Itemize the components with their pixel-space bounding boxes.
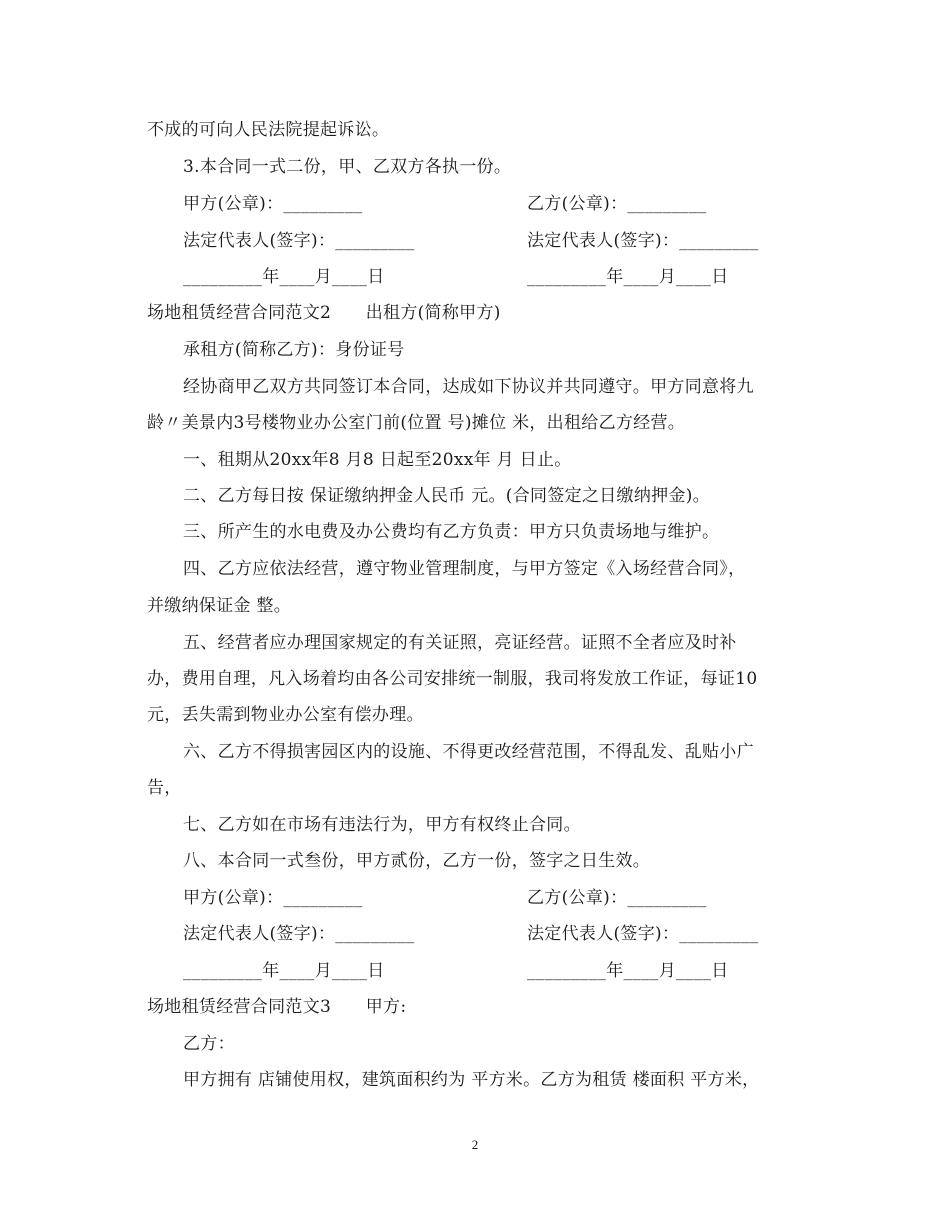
text-line: 办，费用自理，凡入场着均由各公司安排统一制服，我司将发放工作证，每证10	[147, 669, 758, 689]
party-a-seal: 甲方(公章)：_________	[183, 888, 363, 908]
text-line: 四、乙方应依法经营，遵守物业管理制度，与甲方签定《入场经营合同》，	[183, 559, 746, 579]
text-line: 甲方拥有 店铺使用权，建筑面积约为 平方米。乙方为租赁 楼面积 平方米，	[183, 1070, 760, 1090]
text-line: 经协商甲乙双方共同签订本合同，达成如下协议并共同遵守。甲方同意将九	[183, 377, 754, 397]
text-line: 龄〃美景内3号楼物业办公室门前(位置 号)摊位 米，出租给乙方经营。	[147, 413, 686, 433]
section-heading: 场地租赁经营合同范文2 出租方(简称甲方)	[147, 303, 501, 323]
party-a-representative: 法定代表人(签字)：_________	[183, 231, 415, 251]
party-a-date: _________年____月____日	[183, 961, 385, 981]
text-line: 告，	[147, 778, 182, 798]
party-b-representative: 法定代表人(签字)：_________	[527, 924, 759, 944]
text-line: 元，丢失需到物业办公室有偿办理。	[147, 705, 424, 725]
party-b-representative: 法定代表人(签字)：_________	[527, 231, 759, 251]
text-line: 不成的可向人民法院提起诉讼。	[147, 120, 390, 140]
party-b-seal: 乙方(公章)：_________	[527, 194, 707, 214]
text-line: 二、乙方每日按 保证缴纳押金人民币 元。(合同签定之日缴纳押金)。	[183, 486, 710, 506]
text-line: 八、本合同一式叁份，甲方贰份，乙方一份，签字之日生效。	[183, 851, 651, 871]
text-line: 五、经营者应办理国家规定的有关证照，亮证经营。证照不全者应及时补	[183, 633, 737, 653]
party-b-seal: 乙方(公章)：_________	[527, 888, 707, 908]
text-line: 六、乙方不得损害园区内的设施、不得更改经营范围，不得乱发、乱贴小广	[183, 742, 754, 762]
page-number: 2	[471, 1137, 479, 1152]
text-line: 乙方：	[183, 1034, 235, 1054]
party-b-date: _________年____月____日	[527, 267, 729, 287]
section-heading: 场地租赁经营合同范文3 甲方:	[147, 997, 407, 1017]
text-line: 三、所产生的水电费及办公费均有乙方负责：甲方只负责场地与维护。	[183, 522, 720, 542]
text-line: 七、乙方如在市场有违法行为，甲方有权终止合同。	[183, 815, 581, 835]
text-line: 并缴纳保证金 整。	[147, 596, 292, 616]
party-a-seal: 甲方(公章)：_________	[183, 194, 363, 214]
party-b-date: _________年____月____日	[527, 961, 729, 981]
text-line: 承租方(简称乙方)：身份证号	[183, 340, 405, 360]
party-a-representative: 法定代表人(签字)：_________	[183, 924, 415, 944]
text-line: 一、租期从20xx年8 月8 日起至20xx年 月 日止。	[183, 450, 572, 470]
text-line: 3.本合同一式二份，甲、乙双方各执一份。	[183, 157, 512, 177]
party-a-date: _________年____月____日	[183, 267, 385, 287]
